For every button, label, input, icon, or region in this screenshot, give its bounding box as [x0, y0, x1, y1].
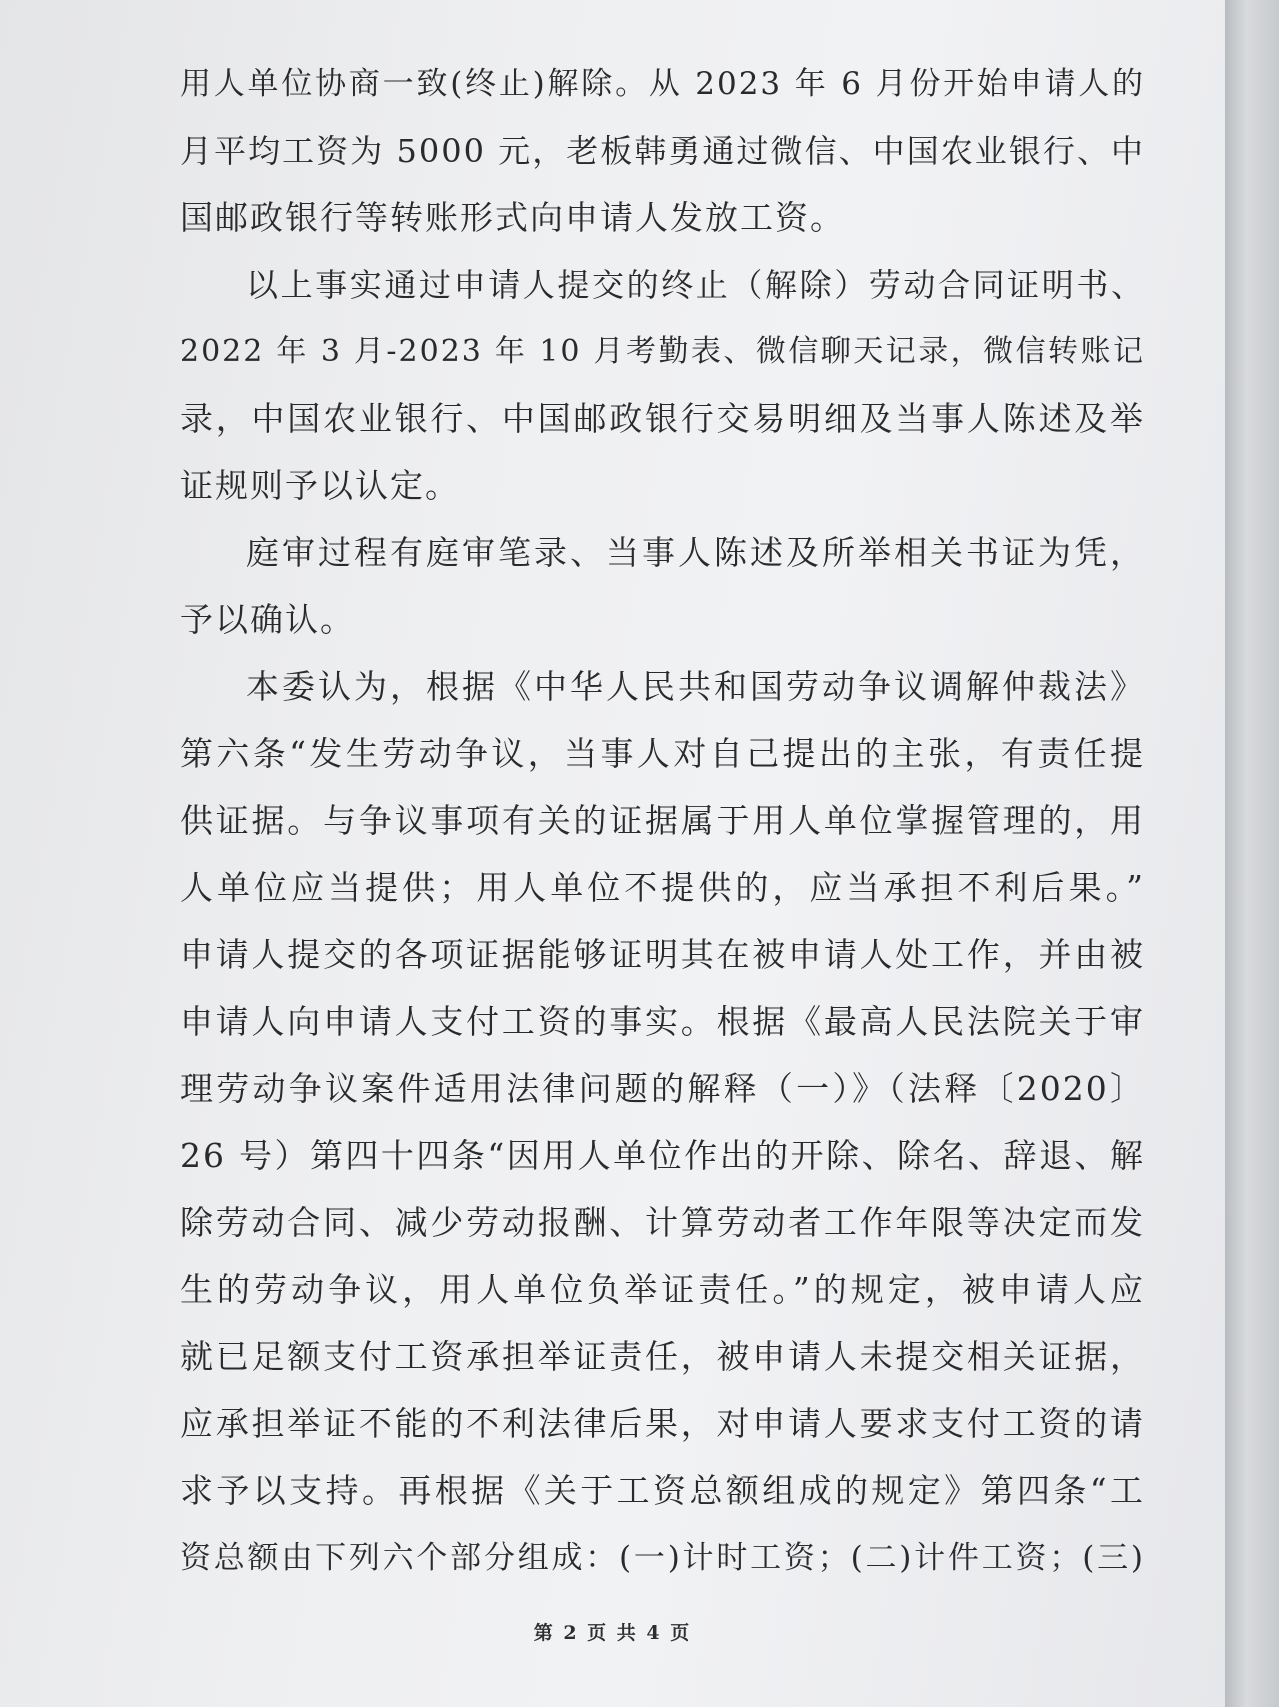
page-number-footer: 第 2 页 共 4 页: [533, 1622, 692, 1644]
text-line: 本委认为，根据《中华人民共和国劳动争议调解仲裁法》: [246, 667, 1145, 706]
text-line: 应承担举证不能的不利法律后果，对申请人要求支付工资的请: [180, 1404, 1145, 1443]
text-line: 供证据。与争议事项有关的证据属于用人单位掌握管理的，用: [180, 801, 1145, 840]
text-line: 申请人提交的各项证据能够证明其在被申请人处工作，并由被: [180, 935, 1145, 974]
text-line: 第六条“发生劳动争议，当事人对自己提出的主张，有责任提: [180, 734, 1145, 773]
text-line: 以上事实通过申请人提交的终止（解除）劳动合同证明书、: [246, 266, 1145, 304]
text-line: 申请人向申请人支付工资的事实。根据《最高人民法院关于审: [180, 1002, 1145, 1041]
text-line: 证规则予以认定。: [180, 466, 460, 505]
text-line: 理劳动争议案件适用法律问题的解释（一）》（法释〔2020〕: [180, 1069, 1145, 1108]
text-line: 用人单位协商一致(终止)解除。从 2023 年 6 月份开始申请人的: [180, 66, 1145, 102]
page-edge-shadow: [1225, 0, 1279, 1707]
text-line: 录，中国农业银行、中国邮政银行交易明细及当事人陈述及举: [180, 399, 1145, 438]
text-line: 庭审过程有庭审笔录、当事人陈述及所举相关书证为凭，: [246, 533, 1145, 572]
text-line: 予以确认。: [180, 600, 355, 639]
text-line: 人单位应当提供；用人单位不提供的，应当承担不利后果。”: [180, 868, 1145, 907]
text-line: 求予以支持。再根据《关于工资总额组成的规定》第四条“工: [180, 1471, 1145, 1510]
text-line: 除劳动合同、减少劳动报酬、计算劳动者工作年限等决定而发: [180, 1203, 1145, 1242]
text-line: 2022 年 3 月-2023 年 10 月考勤表、微信聊天记录，微信转账记: [180, 334, 1145, 369]
text-line: 国邮政银行等转账形式向申请人发放工资。: [180, 198, 845, 237]
text-line: 资总额由下列六个部分组成：(一)计时工资；(二)计件工资；(三): [180, 1540, 1145, 1576]
text-line: 就已足额支付工资承担举证责任，被申请人未提交相关证据，: [180, 1337, 1145, 1376]
text-line: 26 号）第四十四条“因用人单位作出的开除、除名、辞退、解: [180, 1136, 1145, 1175]
text-line: 生的劳动争议，用人单位负举证责任。”的规定，被申请人应: [180, 1270, 1145, 1309]
text-line: 月平均工资为 5000 元，老板韩勇通过微信、中国农业银行、中: [180, 132, 1145, 170]
